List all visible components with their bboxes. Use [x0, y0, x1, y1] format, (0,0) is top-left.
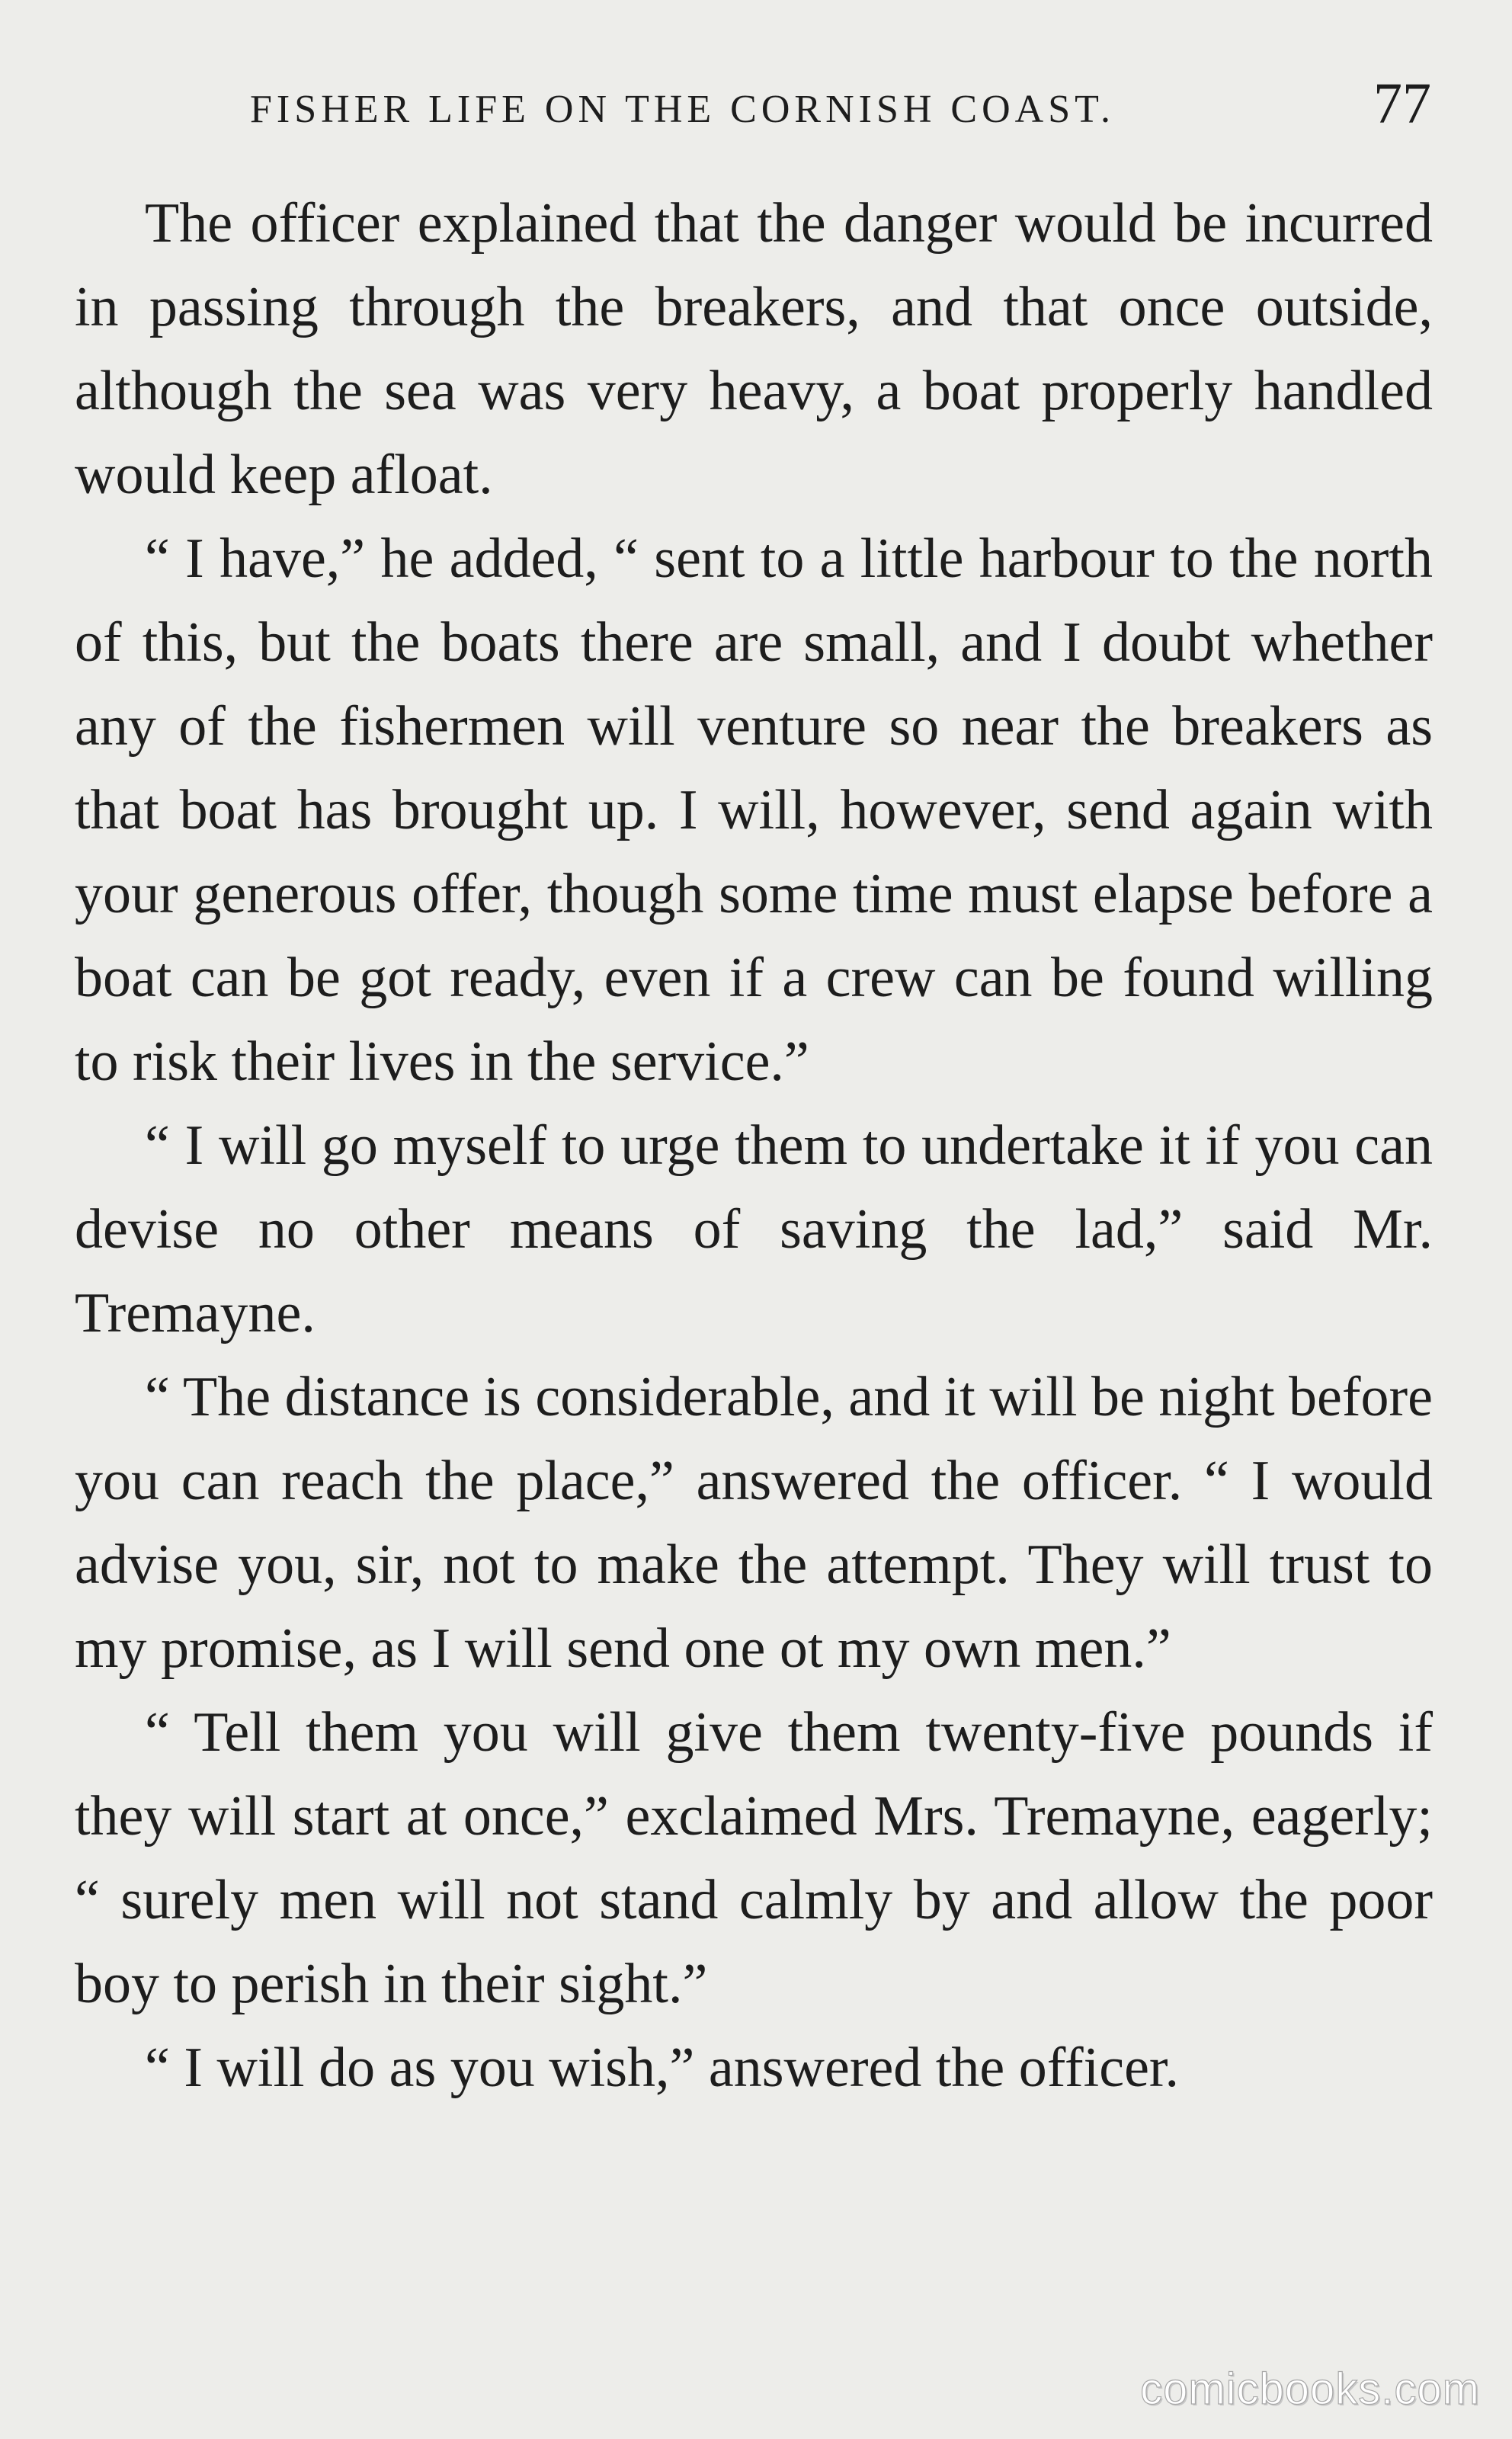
paragraph-6: “ I will do as you wish,” answered the officer. [145, 2037, 1179, 2099]
paragraph-2: “ I have,” he added, “ sent to a little harbour to the north of this, but the boats there are small, and I doubt whether any of the fishermen will venture so near the breakers as that boat has brought up. I will, however, send again with your generous offer, though some time must elapse before a boat can be got ready, even if a crew can be found willing to risk their lives in the service.” [75, 527, 1433, 1093]
page-number: 77 [1373, 72, 1431, 136]
paragraph-1: The officer explained that the danger would be incurred in passing through the breakers, and that once outside, although the sea was very heavy, a boat properly handled would keep afloat. [75, 192, 1433, 506]
paragraph-4: “ The distance is considerable, and it will be night before you can reach the place,” answered the officer. “ I would advise you, sir, not to make the attempt. They will trust to my promise, as I will send one ot my own men.” [75, 1366, 1433, 1680]
page-header [250, 72, 1431, 136]
paragraph-5: “ Tell them you will give them twenty-five pounds if they will start at once,” exclaimed Mrs. Tremayne, eagerly; “ surely men will not stand calmly by and allow the poor boy to perish in their sight.” [75, 1701, 1433, 2015]
watermark: comicbooks.com [1140, 2364, 1480, 2414]
body-text [75, 181, 1433, 2110]
running-title: FISHER LIFE ON THE CORNISH COAST. [250, 88, 1116, 131]
paragraph-3: “ I will go myself to urge them to undertake it if you can devise no other means of saving the lad,” said Mr. Tremayne. [75, 1114, 1433, 1344]
